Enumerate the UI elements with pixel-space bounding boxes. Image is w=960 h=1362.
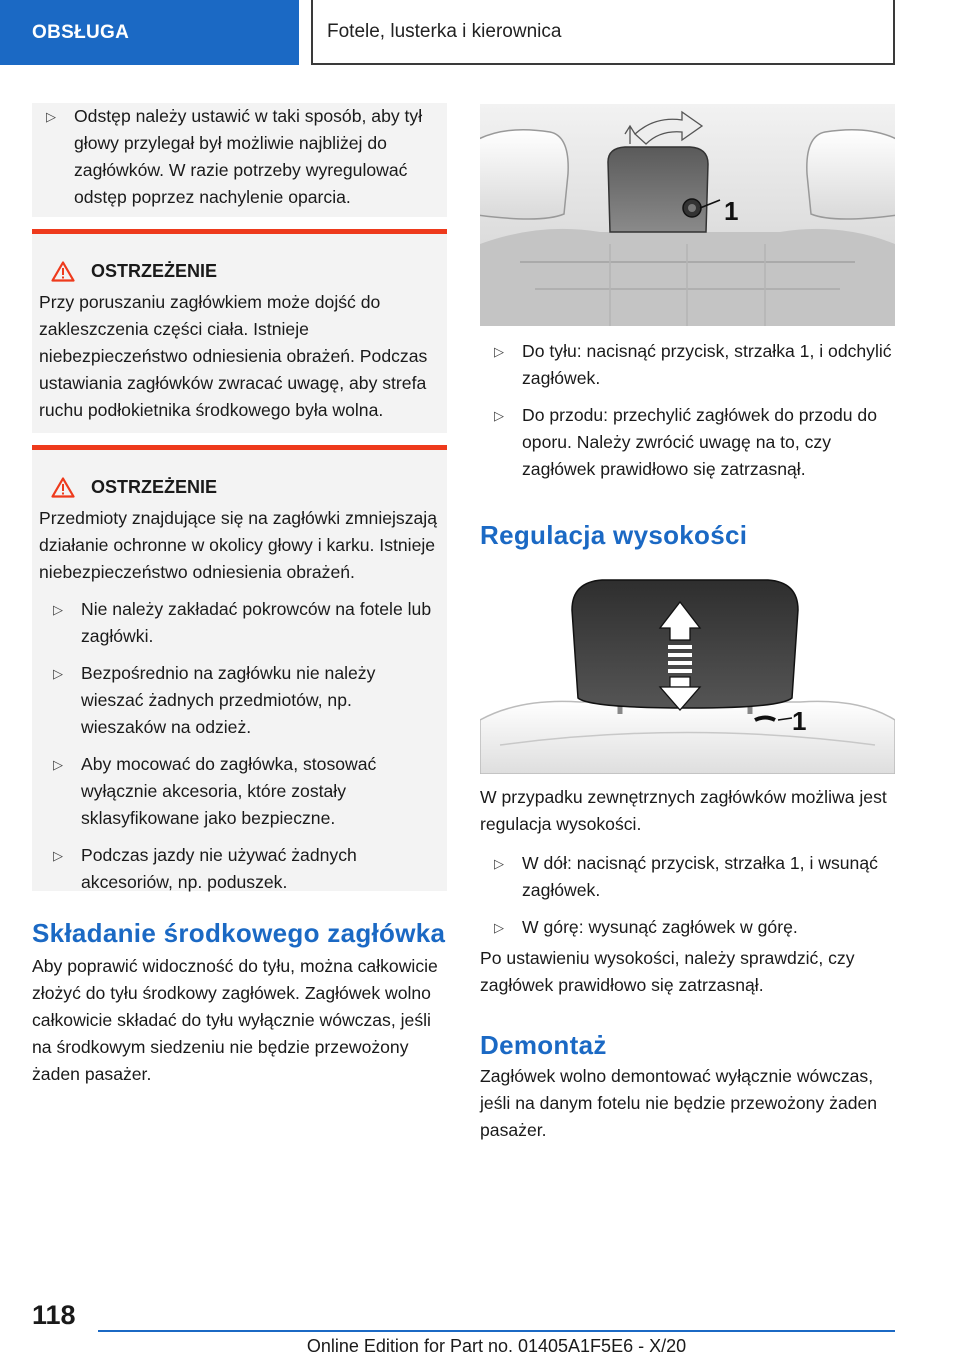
triangle-right-icon: ▷ (53, 602, 63, 617)
body-text: Aby poprawić widoczność do tyłu, można całkowicie złożyć do tyłu środkowy zagłówek. Zagłówek wolno całkowicie składać do tyłu wyłącznie wówczas, jeśli na środkowym siedzeniu nie będzie przewożony żaden pasażer. (32, 956, 438, 1084)
body-text: Po ustawieniu wysokości, należy sprawdzić, czy zagłówek prawidłowo się zatrzasnął. (480, 948, 855, 995)
callout-label: 1 (792, 706, 807, 736)
warning-title: OSTRZEŻENIE (39, 258, 439, 285)
left-column (32, 103, 447, 1088)
triangle-right-icon: ▷ (494, 408, 504, 423)
list-item: ▷ Odstęp należy ustawić w taki sposób, aby tył głowy przylegał był możliwie najbliżej do zagłówków. W razie potrzeby wyregulować odstęp poprzez nachylenie oparcia. (32, 103, 439, 211)
callout-label: 1 (724, 196, 739, 226)
section-heading: Regulacja wysokości (480, 520, 748, 550)
triangle-right-icon: ▷ (53, 757, 63, 772)
page-number: 118 (32, 1300, 76, 1330)
triangle-right-icon: ▷ (494, 856, 504, 871)
triangle-right-icon: ▷ (53, 666, 63, 681)
section-heading: Demontaż (480, 1030, 607, 1060)
list-item: ▷ W górę: wysunąć zagłówek w górę. (480, 914, 895, 941)
right-column-top (480, 338, 895, 551)
section-heading: Składanie środkowego zagłówka (32, 918, 446, 948)
triangle-right-icon: ▷ (46, 109, 56, 124)
list-item: ▷ Aby mocować do zagłówka, stosować wyłącznie akcesoria, które zostały sklasyfikowane jako bezpieczne. (39, 751, 439, 832)
warning-box-1 (32, 229, 447, 433)
warning-title: OSTRZEŻENIE (39, 474, 439, 501)
headrest-tilt-drawing (480, 104, 895, 326)
headrest-tilt-illustration (480, 104, 895, 326)
body-text: W przypadku zewnętrznych zagłówków możliwa jest regulacja wysokości. (480, 787, 887, 834)
headrest-height-drawing (480, 570, 895, 774)
intro-box (32, 103, 447, 217)
warning-list (39, 596, 439, 896)
list-item: ▷ Podczas jazdy nie używać żadnych akcesoriów, np. poduszek. (39, 842, 439, 896)
triangle-right-icon: ▷ (53, 848, 63, 863)
edition-link[interactable]: Online Edition for Part no. 01405A1F5E6 - X/20 (306, 1336, 687, 1356)
warning-box-2 (32, 445, 447, 891)
right-column-bottom (480, 784, 895, 1144)
headrest-height-illustration (480, 570, 895, 774)
triangle-right-icon: ▷ (494, 344, 504, 359)
list-item: ▷ Do przodu: przechylić zagłówek do przodu do oporu. Należy zwrócić uwagę na to, czy zagłówek prawidłowo się zatrzasnął. (480, 402, 895, 483)
body-text: Zagłówek wolno demontować wyłącznie wówczas, jeśli na danym fotelu nie będzie przewożony żaden pasażer. (480, 1066, 878, 1140)
list-item: ▷ Nie należy zakładać pokrowców na fotele lub zagłówki. (39, 596, 439, 650)
warning-text: Przedmioty znajdujące się na zagłówki zmniejszają działanie ochronne w okolicy głowy i karku. Istnieje niebezpieczeństwo odniesienia obrażeń. (39, 508, 437, 582)
list-item: ▷ Bezpośrednio na zagłówku nie należy wieszać żadnych przedmiotów, np. wieszaków na odzież. (39, 660, 439, 741)
section-tab: OBSŁUGA (0, 0, 299, 65)
warning-triangle-icon (51, 261, 75, 282)
warning-text: Przy poruszaniu zagłówkiem może dojść do zakleszczenia części ciała. Istnieje niebezpieczeństwo odniesienia obrażeń. Podczas ustawiania zagłówków zwracać uwagę, aby strefa ruchu podłokietnika środkowego była wolna. (39, 292, 428, 420)
list-item: ▷ Do tyłu: nacisnąć przycisk, strzałka 1, i odchylić zagłówek. (480, 338, 895, 392)
triangle-right-icon: ▷ (494, 920, 504, 935)
chapter-title: Fotele, lusterka i kierownica (311, 0, 895, 65)
list-item: ▷ W dół: nacisnąć przycisk, strzałka 1, i wsunąć zagłówek. (480, 850, 895, 904)
warning-triangle-icon (51, 477, 75, 498)
footer-divider (98, 1330, 895, 1332)
